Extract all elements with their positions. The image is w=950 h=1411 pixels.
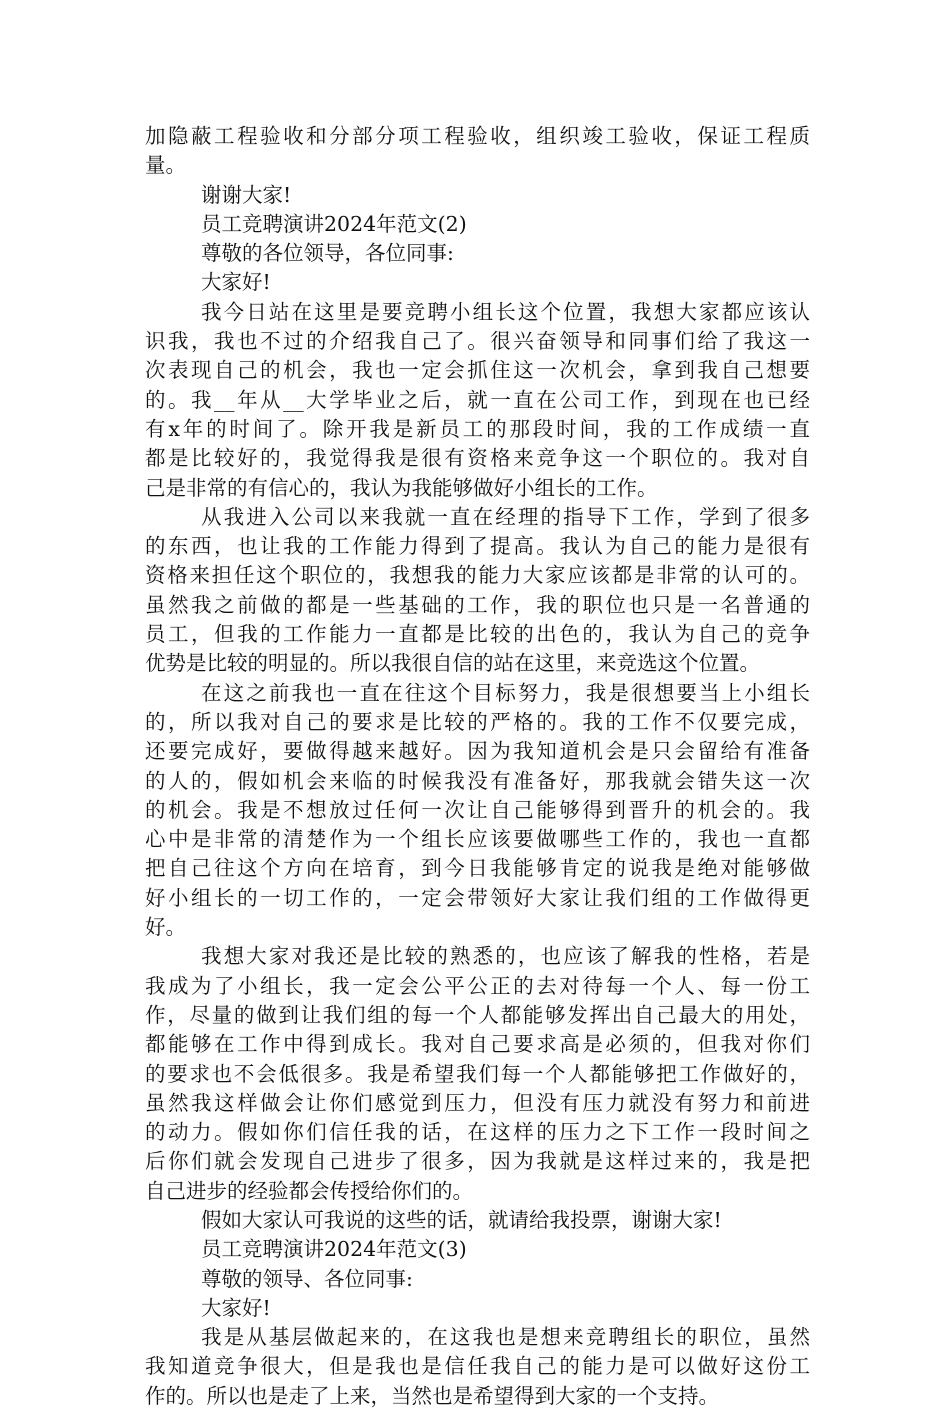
- text-line: 己是非常的有信心的，我认为我能够做好小组长的工作。: [145, 475, 658, 500]
- text-line: 员工竞聘演讲2024年范文(3): [201, 1237, 467, 1262]
- text-line: 后你们就会发现自己进步了很多，因为我就是这样过来的，我是把: [145, 1149, 810, 1174]
- text-line: 员工竞聘演讲2024年范文(2): [201, 211, 467, 236]
- text-line: 还要完成好，要做得越来越好。因为我知道机会是只会留给有准备: [145, 739, 810, 764]
- text-line: 的。我__年从__大学毕业之后，就一直在公司工作，到现在也已经: [145, 387, 810, 412]
- text-line: 我成为了小组长，我一定会公平公正的去对待每一个人、每一份工: [145, 973, 810, 998]
- text-line: 优势是比较的明显的。所以我很自信的站在这里，来竞选这个位置。: [145, 651, 760, 676]
- text-line: 谢谢大家!: [201, 182, 292, 207]
- text-line: 大家好!: [201, 270, 271, 295]
- text-line: 把自己往这个方向在培育，到今日我能够肯定的说我是绝对能够做: [145, 856, 810, 881]
- text-line: 好小组长的一切工作的，一定会带领好大家让我们组的工作做得更: [145, 885, 810, 910]
- text-line: 自己进步的经验都会传授给你们的。: [145, 1178, 473, 1203]
- text-line: 我今日站在这里是要竞聘小组长这个位置，我想大家都应该认: [201, 299, 810, 324]
- text-line: 加隐蔽工程验收和分部分项工程验收，组织竣工验收，保证工程质: [145, 124, 810, 148]
- text-line: 的机会。我是不想放过任何一次让自己能够得到晋升的机会的。我: [145, 797, 810, 822]
- text-line: 尊敬的领导、各位同事:: [201, 1266, 413, 1291]
- document-body: [145, 122, 810, 1411]
- text-line: 的要求也不会低很多。我是希望我们每一个人都能够把工作做好的，: [145, 1061, 810, 1086]
- text-line: 尊敬的各位领导，各位同事:: [201, 241, 454, 266]
- text-line: 次表现自己的机会，我也一定会抓住这一次机会，拿到我自己想要: [145, 358, 810, 383]
- text-line: 我想大家对我还是比较的熟悉的，也应该了解我的性格，若是: [201, 944, 810, 969]
- text-line: 资格来担任这个职位的，我想我的能力大家应该都是非常的认可的。: [145, 563, 810, 588]
- text-line: 的人的，假如机会来临的时候我没有准备好，那我就会错失这一次: [145, 768, 810, 793]
- text-line: 好。: [145, 915, 186, 940]
- text-line: 都是比较好的，我觉得我是很有资格来竞争这一个职位的。我对自: [145, 446, 810, 471]
- text-line: 作的。所以也是走了上来，当然也是希望得到大家的一个支持。: [145, 1383, 719, 1408]
- text-line: 的，所以我对自己的要求是比较的严格的。我的工作不仅要完成，: [145, 709, 810, 734]
- text-line: 大家好!: [201, 1295, 271, 1320]
- text-line: 的东西，也让我的工作能力得到了提高。我认为自己的能力是很有: [145, 534, 810, 559]
- text-line: 的动力。假如你们信任我的话，在这样的压力之下工作一段时间之: [145, 1120, 810, 1145]
- text-line: 有x年的时间了。除开我是新员工的那段时间，我的工作成绩一直: [145, 416, 810, 441]
- text-line: 我是从基层做起来的，在这我也是想来竞聘组长的职位，虽然: [201, 1325, 810, 1350]
- text-line: 作，尽量的做到让我们组的每一个人都能够发挥出自己最大的用处，: [145, 1002, 810, 1027]
- text-line: 从我进入公司以来我就一直在经理的指导下工作，学到了很多: [201, 504, 810, 529]
- text-line: 都能够在工作中得到成长。我对自己要求高是必须的，但我对你们: [145, 1032, 810, 1057]
- text-line: 识我，我也不过的介绍我自己了。很兴奋领导和同事们给了我这一: [145, 329, 810, 354]
- text-line: 员工，但我的工作能力一直都是比较的出色的，我认为自己的竞争: [145, 622, 810, 647]
- text-line: 量。: [145, 153, 186, 178]
- text-line: 虽然我之前做的都是一些基础的工作，我的职位也只是一名普通的: [145, 592, 810, 617]
- text-line: 在这之前我也一直在往这个目标努力，我是很想要当上小组长: [201, 680, 810, 705]
- text-line: 心中是非常的清楚作为一个组长应该要做哪些工作的，我也一直都: [145, 827, 810, 852]
- text-line: 假如大家认可我说的这些的话，就请给我投票，谢谢大家!: [201, 1207, 722, 1232]
- text-line: 我知道竞争很大，但是我也是信任我自己的能力是可以做好这份工: [145, 1354, 810, 1379]
- text-line: 虽然我这样做会让你们感觉到压力，但没有压力就没有努力和前进: [145, 1090, 810, 1115]
